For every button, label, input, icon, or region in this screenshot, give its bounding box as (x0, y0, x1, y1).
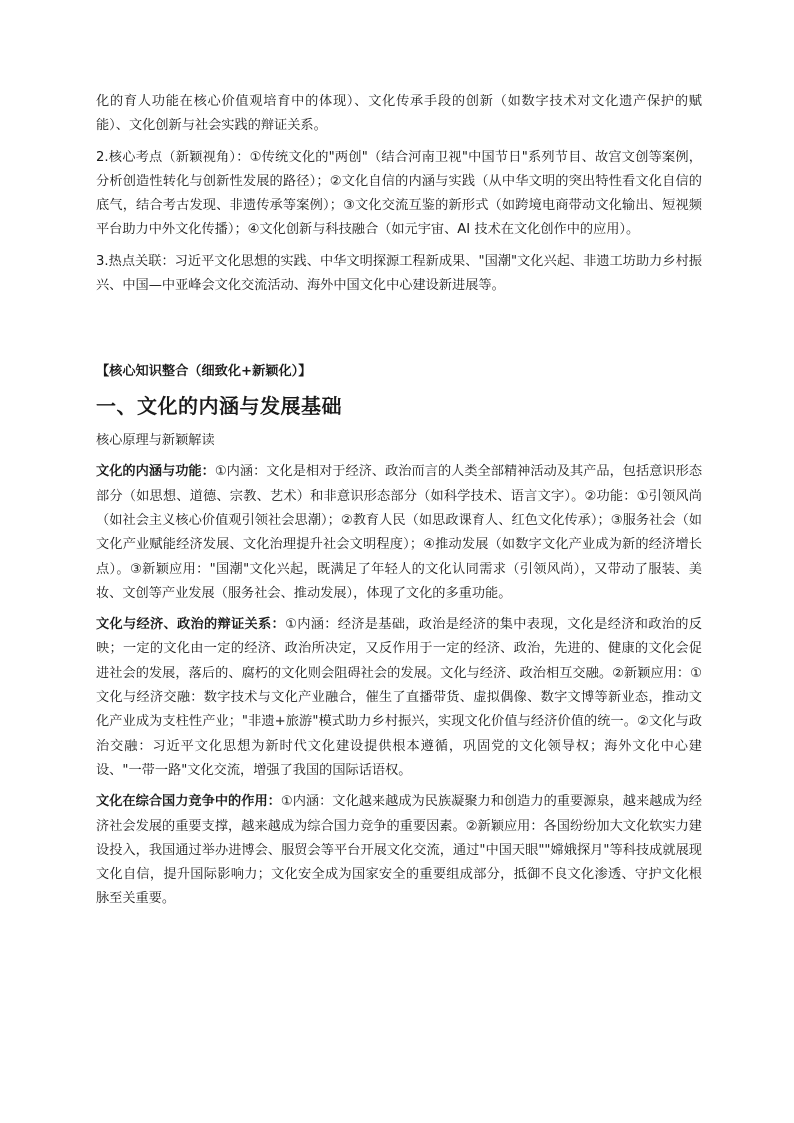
section-heading: 一、文化的内涵与发展基础 (96, 394, 342, 419)
paragraph-lead: 文化与经济、政治的辩证关系： (96, 617, 286, 633)
document-page (96, 90, 702, 912)
section-label: 【核心知识整合（细致化+新颖化）】 (96, 364, 312, 380)
paragraph-body: ①内涵：文化是相对于经济、政治而言的人类全部精神活动及其产品，包括意识形态部分（如思想、道德、宗教、艺术）和非意识形态部分（如科学技术、语言文字）。②功能：①引领风尚（如社会主义核心价值观引领社会思潮）；②教育人民（如思政课育人、红色文化传承）；③服务社会（如文化产业赋能经济发展、文化治理提升社会文明程度）；④推动发展（如数字文化产业成为新的经济增长点）。③新颖应用："国潮"文化兴起，既满足了年轻人的文化认同需求（引领风尚），又带动了服装、美妆、文创等产业发展（服务社会、推动发展），体现了文化的多重功能。 (96, 464, 703, 601)
paragraph-lead: 文化的内涵与功能： (96, 464, 215, 480)
paragraph-body: ①内涵：经济是基础，政治是经济的集中表现，文化是经济和政治的反映；一定的文化由一定的经济、政治所决定，又反作用于一定的经济、政治，先进的、健康的文化会促进社会的发展，落后的、腐朽的文化则会阻碍社会的发展。文化与经济、政治相互交融。②新颖应用：①文化与经济交融：数字技术与文化产业融合，催生了直播带货、虚拟偶像、数字文博等新业态，推动文化产业成为支柱性产业；"非遗+旅游"模式助力乡村振兴，实现文化价值与经济价值的统一。②文化与政治交融：习近平文化思想为新时代文化建设提供根本遵循，巩固党的文化领导权；海外文化中心建设、"一带一路"文化交流，增强了我国的国际话语权。 (96, 617, 702, 778)
paragraph-culture-economy-politics (96, 613, 702, 783)
intro-continuation: 化的育人功能在核心价值观培育中的体现）、文化传承手段的创新（如数字技术对文化遗产保护的赋能）、文化创新与社会实践的辩证关系。 (96, 94, 702, 134)
paragraph-lead: 文化在综合国力竞争中的作用： (96, 794, 281, 810)
hot-topic-item-3: 3.热点关联：习近平文化思想的实践、中华文明探源工程新成果、"国潮"文化兴起、非遗工坊助力乡村振兴、中国—中亚峰会文化交流活动、海外中国文化中心建设新进展等。 (96, 253, 702, 294)
subheading: 核心原理与新颖解读 (96, 433, 215, 449)
paragraph-culture-national-power (96, 790, 702, 911)
paragraph-culture-connotation (96, 460, 702, 606)
paragraph-body: ①内涵：文化越来越成为民族凝聚力和创造力的重要源泉，越来越成为经济社会发展的重要支撑，越来越成为综合国力竞争的重要因素。②新颖应用：各国纷纷加大文化软实力建设投入，我国通过举办进博会、服贸会等平台开展文化交流，通过"中国天眼""嫦娥探月"等科技成就展现文化自信，提升国际影响力；文化安全成为国家安全的重要组成部分，抵御不良文化渗透、守护文化根脉至关重要。 (96, 794, 702, 907)
exam-point-item-2: 2.核心考点（新颖视角）：①传统文化的"两创"（结合河南卫视"中国节日"系列节目、故宫文创等案例，分析创造性转化与创新性发展的路径）；②文化自信的内涵与实践（从中华文明的突出特性看文化自信的底气，结合考古发现、非遗传承等案例）；③文化交流互鉴的新形式（如跨境电商带动文化输出、短视频平台助力中外文化传播）；④文化创新与科技融合（如元宇宙、AI 技术在文化创作中的应用）。 (96, 149, 702, 238)
